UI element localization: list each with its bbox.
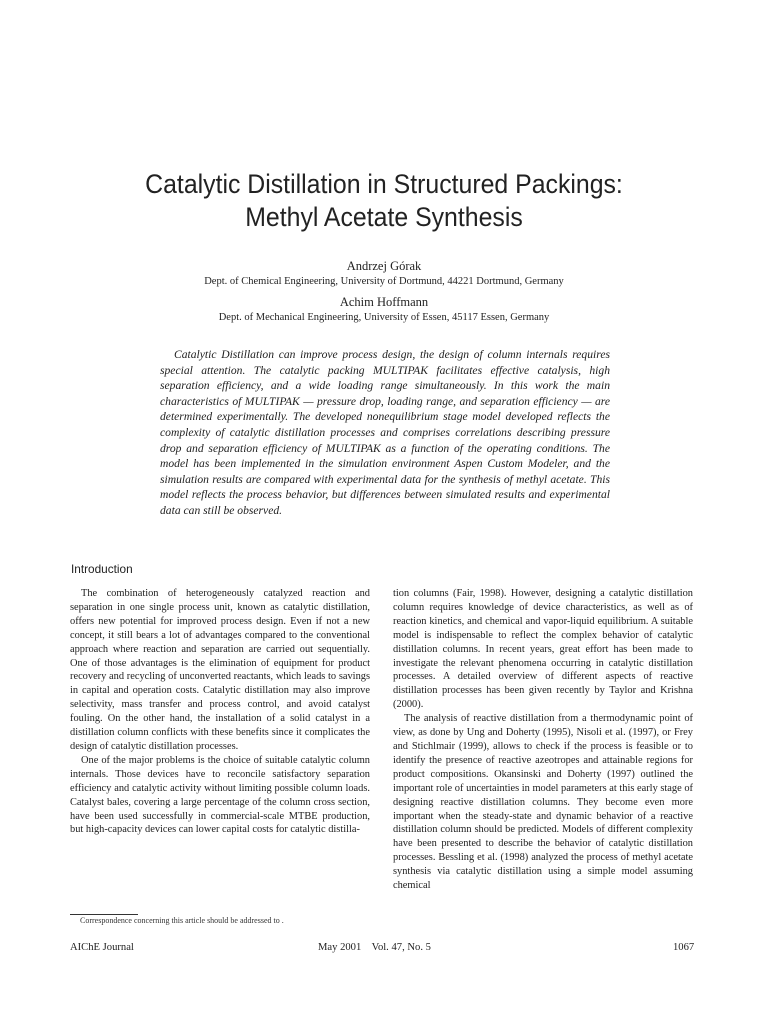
footer-issue: May 2001 Vol. 47, No. 5 [318,942,431,953]
footnote-rule [70,914,138,915]
footer-journal-name: AIChE Journal [70,942,134,953]
paragraph: One of the major problems is the choice of suitable catalytic column internals. Those devices have to reconcile satisfactory separation efficiency and catalytic activity without limiting possible column loads. Catalyst bales, covering a large percentage of the column cross section, have been used successfully in commercial-scale MTBE production, but high-capacity devices can lower capital costs for catalytic distilla- [70,754,370,836]
section-heading: Introduction [71,562,133,576]
title-line-2: Methyl Acetate Synthesis [245,202,523,232]
left-column [70,587,370,837]
paragraph: The analysis of reactive distillation from a thermodynamic point of view, as done by Ung and Doherty (1995), Nisoli et al. (1997), or Frey and Stichlmair (1999), allows to check if the process is feasible or to identify the presence of reactive azeotropes and attainable regions for product compositions. Okansinski and Doherty (1997) outlined the important role of uncertainties in model parameters at this early stage of designing reactive distillation columns. They become even more important when the steady-state and dynamic behavior of a reactive distillation column should be predicted. Models of different complexity have been presented to describe the behavior of catalytic distillation processes. Bessling et al. (1998) analyzed the process of methyl acetate synthesis via catalytic distillation using a simple model assuming chemical [393,713,693,892]
right-column [393,587,693,893]
article-title [68,168,701,234]
footer-page-number: 1067 [673,942,695,953]
abstract [160,347,610,519]
paragraph-continuation: tion columns (Fair, 1998). However, designing a catalytic distillation column requires knowledge of device characteristics, as well as of reaction kinetics, and chemical and vapor-liquid equilibrium. A suitable model is indispensable to reflect the complex behavior of catalytic distillation columns. In recent years, great effort has been made to investigate the relevant phenomena occurring in catalytic distillation processes. A detailed overview of different aspects of reactive distillation processes has been given recently by Taylor and Krishna (2000). [393,588,693,711]
title-line-1: Catalytic Distillation in Structured Packings: [145,169,623,199]
author-affiliation-2: Dept. of Mechanical Engineering, University of Essen, 45117 Essen, Germany [218,312,550,323]
abstract-text: Catalytic Distillation can improve process design, the design of column internals requires special attention. The catalytic packing MULTIPAK facilitates effective catalysis, high separation efficiency, and a wide loading range simultaneously. In this work the main characteristics of MULTIPAK — pressure drop, loading range, and separation efficiency — are determined experimentally. The developed nonequilibrium stage model developed reflects the complexity of catalytic distillation processes and comprises correlations describing pressure drop and separation efficiency of MULTIPAK as a function of the operating conditions. The model has been implemented in the simulation environment Aspen Custom Modeler, and the simulation results are compared with experimental data for the synthesis of methyl acetate. This model reflects the process behavior, but differences between simulated results and experimental data can still be observed. [160,348,610,517]
author-name-1: Andrzej Górak [346,259,422,273]
author-affiliation-1: Dept. of Chemical Engineering, University of Dortmund, 44221 Dortmund, Germany [204,276,564,287]
paragraph: The combination of heterogeneously catalyzed reaction and separation in one single process unit, known as catalytic distillation, offers new potential for improved process design. Even if not a new concept, it still bears a lot of advantages compared to the conventional approach where reaction and separation are carried out sequentially. One of those advantages is the elimination of equipment for product recovery and recycling of unconverted reactants, which leads to savings in capital and operation costs. Catalytic distillation may also improve selectivity, mass transfer and process control, and avoid catalyst fouling. On the other hand, the installation of a solid catalyst in a distillation column conflicts with these benefits since it complicates the design of catalytic distillation processes. [70,588,370,752]
footnote: Correspondence concerning this article should be addressed to . [80,916,284,925]
author-name-2: Achim Hoffmann [339,295,429,309]
